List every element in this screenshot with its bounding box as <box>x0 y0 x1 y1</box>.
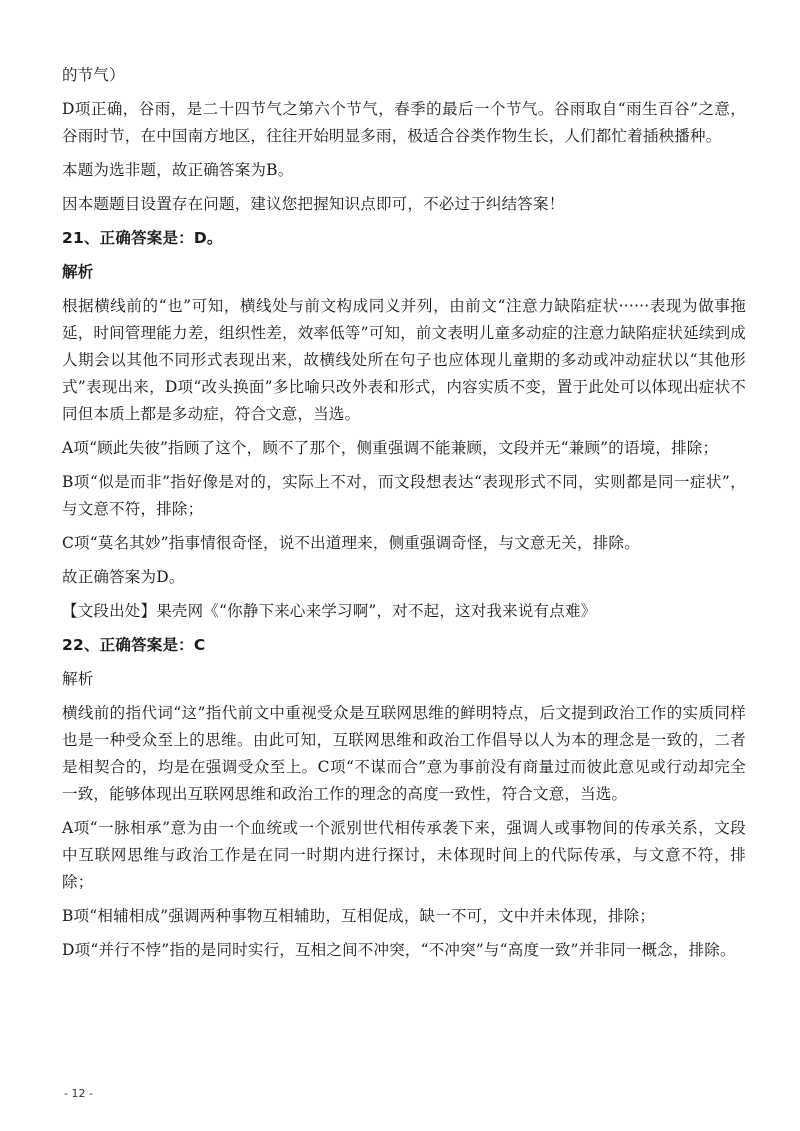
question-22-option-a: A项“一脉相承”意为由一个血统或一个派别世代相传承袭下来，强调人或事物间的传承关系，文段中互联网思维与政治工作是在同一时期内进行探讨，未体现时间上的代际传承，与文意不符，排除； <box>62 819 746 891</box>
note-paragraph: 因本题题目设置存在问题，建议您把握知识点即可，不必过于纠结答案！ <box>62 195 565 213</box>
answer-conclusion: 本题为选非题，故正确答案为B。 <box>62 161 294 179</box>
question-22-analysis-label: 解析 <box>62 670 94 688</box>
question-22-option-d: D项“并行不悖”指的是同时实行，互相之间不冲突，“不冲突”与“高度一致”并非同一概念，排除。 <box>62 941 736 959</box>
option-d-explanation: D项正确，谷雨，是二十四节气之第六个节气，春季的最后一个节气。谷雨取自“雨生百谷”之意，谷雨时节，在中国南方地区，往往开始明显多雨，极适合谷类作物生长，人们都忙着插秧播种。 <box>62 100 746 145</box>
question-21-option-b: B项“似是而非”指好像是对的，实际上不对，而文段想表达“表现形式不同，实则都是同一症状”，与文意不符，排除； <box>62 473 746 518</box>
question-21-option-a: A项“顾此失彼”指顾了这个，顾不了那个，侧重强调不能兼顾，文段并无“兼顾”的语境，排除； <box>62 439 719 457</box>
question-21-source: 【文段出处】果壳网《“你静下来心来学习啊”，对不起，这对我来说有点难》 <box>62 602 597 620</box>
document-body <box>62 62 746 964</box>
question-22-analysis: 横线前的指代词“这”指代前文中重视受众是互联网思维的鲜明特点，后文提到政治工作的实质同样也是一种受众至上的思维。由此可知，互联网思维和政治工作倡导以人为本的理念是一致的，二者是相契合的，均是在强调受众至上。C项“不谋而合”意为事前没有商量过而彼此意见或行动却完全一致，能够体现出互联网思维和政治工作的理念的高度一致性，符合文意，当选。 <box>62 704 746 803</box>
question-22-heading: 22、正确答案是：C <box>62 636 206 654</box>
page-number: - 12 - <box>64 1087 93 1100</box>
question-21-answer: 故正确答案为D。 <box>62 568 185 586</box>
question-21-option-c: C项“莫名其妙”指事情很奇怪，说不出道理来，侧重强调奇怪，与文意无关，排除。 <box>62 534 640 552</box>
question-21-heading: 21、正确答案是：D。 <box>62 229 223 247</box>
question-22-option-b: B项“相辅相成”强调两种事物互相辅助，互相促成，缺一不可，文中并未体现，排除； <box>62 907 656 925</box>
question-21-analysis-label: 解析 <box>62 263 94 281</box>
question-21-analysis: 根据横线前的“也”可知，横线处与前文构成同义并列，由前文“注意力缺陷症状······表现为做事拖延，时间管理能力差，组织性差，效率低等”可知，前文表明儿童多动症的注意力缺陷症状延续到成人期会以其他不同形式表现出来，故横线处所在句子也应体现儿童期的多动或冲动症状以“其他形式”表现出来，D项“改头换面”多比喻只改外表和形式，内容实质不变，置于此处可以体现出症状不同但本质上都是多动症，符合文意，当选。 <box>62 297 746 423</box>
paragraph-continuation: 的节气） <box>62 66 125 84</box>
